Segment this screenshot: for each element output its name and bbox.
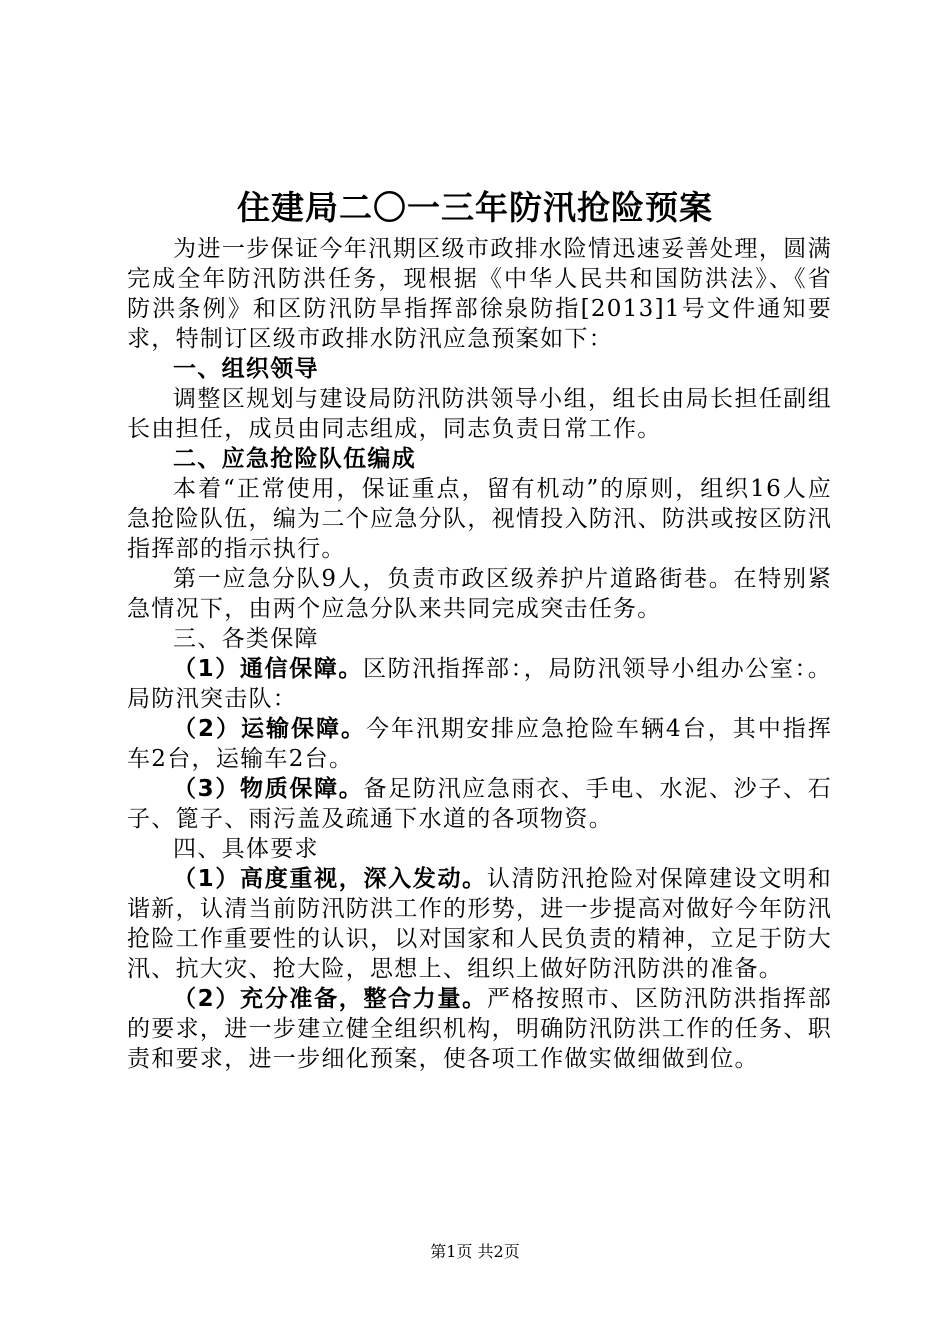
requirement-item-preparation	[127, 984, 832, 1074]
requirement-item-attention-lead: （1）高度重视，深入发动。	[173, 866, 487, 892]
guarantee-item-materials-text: 备足防汛应急雨衣、手电、水泥、沙子、石子、篦子、雨污盖及疏通下水道的各项物资。	[127, 776, 833, 832]
guarantee-item-materials-lead: （3）物质保障。	[173, 776, 364, 802]
guarantee-item-materials	[127, 774, 832, 834]
requirement-item-preparation-lead: （2）充分准备，整合力量。	[173, 986, 487, 1012]
organization-paragraph: 调整区规划与建设局防汛防洪领导小组，组长由局长担任副组长由担任，成员由同志组成，同志负责日常工作。	[127, 386, 832, 442]
guarantee-item-transport-lead: （2）运输保障。	[173, 716, 367, 742]
guarantee-item-communication-lead: （1）通信保障。	[173, 656, 363, 682]
requirement-item-preparation-text: 严格按照市、区防汛防洪指挥部的要求，进一步建立健全组织机构，明确防汛防洪工作的任务、职责和要求，进一步细化预案，使各项工作做实做细做到位。	[127, 986, 833, 1072]
intro-paragraph: 为进一步保证今年汛期区级市政排水险情迅速妥善处理，圆满完成全年防汛防洪任务，现根据《中华人民共和国防洪法》、《省防洪条例》和区防汛防旱指挥部徐泉防指[2013]1号文件通知要求，特制订区级市政排水防汛应急预案如下：	[127, 236, 832, 352]
guarantee-item-communication	[127, 654, 832, 714]
page-footer: 第1页 共2页	[430, 1242, 520, 1261]
section-heading-organization: 一、组织领导	[173, 356, 319, 382]
guarantee-item-transport	[127, 714, 832, 774]
guarantee-item-transport-text: 今年汛期安排应急抢险车辆4台，其中指挥车2台，运输车2台。	[127, 716, 832, 772]
emergency-team-paragraph-1: 本着“正常使用，保证重点，留有机动”的原则，组织16人应急抢险队伍，编为二个应急分队，视情投入防汛、防洪或按区防汛指挥部的指示执行。	[127, 476, 832, 562]
document-title: 住建局二〇一三年防汛抢险预案	[237, 188, 713, 227]
section-heading-emergency-team: 二、应急抢险队伍编成	[173, 446, 416, 472]
emergency-team-paragraph-2: 第一应急分队9人，负责市政区级养护片道路街巷。在特别紧急情况下，由两个应急分队来共同完成突击任务。	[127, 566, 832, 622]
section-heading-requirements: 四、具体要求	[173, 836, 319, 862]
requirement-item-attention	[127, 864, 832, 984]
document-body	[127, 234, 832, 1074]
guarantee-item-communication-text: 区防汛指挥部：，局防汛领导小组办公室：。局防汛突击队：	[127, 656, 833, 712]
section-heading-guarantees: 三、各类保障	[173, 626, 319, 652]
requirement-item-attention-text: 认清防汛抢险对保障建设文明和谐新，认清当前防汛防洪工作的形势，进一步提高对做好今年防汛抢险工作重要性的认识，以对国家和人民负责的精神，立足于防大汛、抗大灾、抢大险，思想上、组织上做好防汛防洪的准备。	[127, 866, 833, 982]
